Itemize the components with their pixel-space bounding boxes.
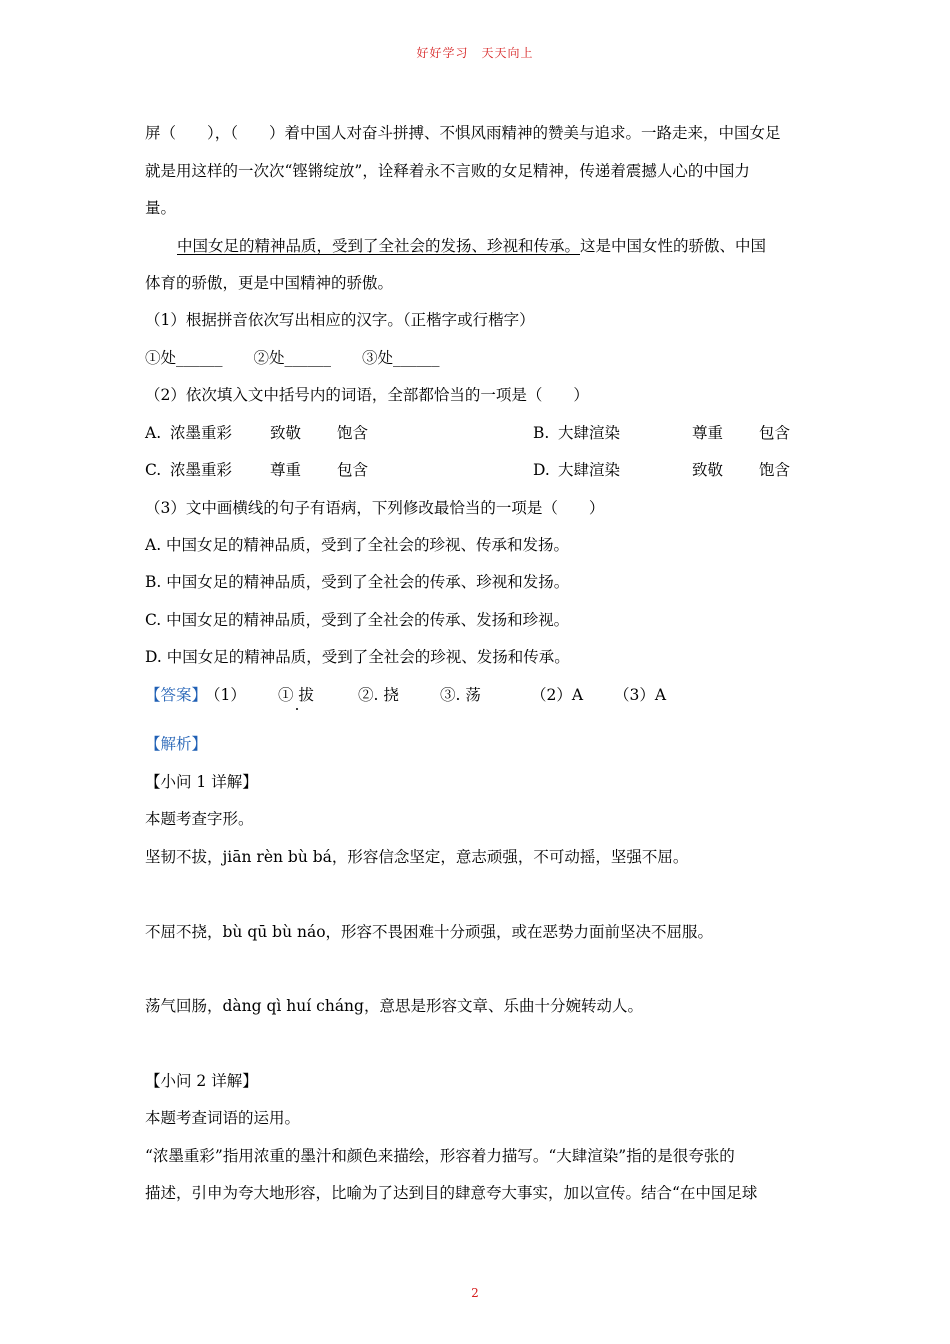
option-word: 浓墨重彩 [170,424,233,442]
question-3-option: C. 中国女足的精神品质，受到了全社会的传承、发扬和珍视。 [145,611,570,629]
analysis-label: 【解析】 [145,735,208,753]
option-word: 包含 [759,424,791,442]
option-word: 大肆渲染 [558,461,621,479]
option-word: 致敬 [692,461,724,479]
option-label: B. [533,424,550,442]
answer-part: （2）A [531,686,584,704]
analysis-text: 本题考查字形。 [145,810,254,828]
option-label: D. [533,461,550,479]
option-word: 尊重 [692,424,724,442]
option-word: 饱含 [337,424,369,442]
sub-question-title: 【小问 2 详解】 [145,1072,258,1090]
analysis-text: 本题考查词语的运用。 [145,1109,301,1127]
passage-line: 就是用这样的一次次“铿锵绽放”，诠释着永不言败的女足精神，传递着震撼人心的中国力 [145,162,750,180]
page-number: 2 [471,1286,479,1300]
passage-text: 这是中国女性的骄傲、中国 [580,237,767,255]
option-word: 大肆渲染 [558,424,621,442]
option-word: 饱含 [759,461,791,479]
sub-question-title: 【小问 1 详解】 [145,773,258,791]
answer-part: （3）A [614,686,667,704]
answer-part: ① 拔 [278,686,314,704]
question-1-prompt: （1）根据拼音依次写出相应的汉字。（正楷字或行楷字） [145,311,535,329]
passage-line: 体育的骄傲，更是中国精神的骄傲。 [145,274,394,292]
underlined-sentence: 中国女足的精神品质，受到了全社会的发扬、珍视和传承。 [177,237,581,255]
emphasis-dot [296,708,298,710]
analysis-text: 描述，引申为夸大地形容，比喻为了达到目的肆意夸大事实，加以宣传。结合“在中国足球 [145,1184,758,1202]
analysis-text: 荡气回肠，dàng qì huí cháng，意思是形容文章、乐曲十分婉转动人。 [145,997,643,1015]
passage-line: 量。 [145,199,177,217]
question-3-option: B. 中国女足的精神品质，受到了全社会的传承、珍视和发扬。 [145,573,570,591]
question-3-option: A. 中国女足的精神品质，受到了全社会的珍视、传承和发扬。 [145,536,570,554]
question-1-blanks: ①处______ ②处______ ③处______ [145,349,440,367]
question-3-option: D. 中国女足的精神品质，受到了全社会的珍视、发扬和传承。 [145,648,570,666]
passage-line: 屏（ ），（ ）着中国人对奋斗拼搏、不惧风雨精神的赞美与追求。一路走来，中国女足 [145,124,781,142]
answer-label: 【答案】 [145,686,208,704]
analysis-text: 不屈不挠，bù qū bù náo，形容不畏困难十分顽强，或在恶势力面前坚决不屈服。 [145,923,714,941]
option-word: 包含 [337,461,369,479]
answer-part: （1） [205,686,246,704]
question-2-prompt: （2）依次填入文中括号内的词语，全部都恰当的一项是（ ） [145,386,589,404]
analysis-text: 坚韧不拔，jiān rèn bù bá，形容信念坚定，意志顽强，不可动摇，坚强不屈。 [145,848,689,866]
analysis-text: “浓墨重彩”指用浓重的墨汁和颜色来描绘，形容着力描写。“大肆渲染”指的是很夸张的 [145,1147,735,1165]
option-word: 致敬 [270,424,302,442]
option-label: A. [145,424,162,442]
option-word: 尊重 [270,461,302,479]
page-header: 好好学习 天天向上 [416,46,534,60]
question-3-prompt: （3）文中画横线的句子有语病，下列修改最恰当的一项是（ ） [145,499,605,517]
option-word: 浓墨重彩 [170,461,233,479]
passage-line [177,235,852,257]
answer-part: ③. 荡 [440,686,481,704]
option-label: C. [145,461,162,479]
answer-part: ②. 挠 [358,686,399,704]
